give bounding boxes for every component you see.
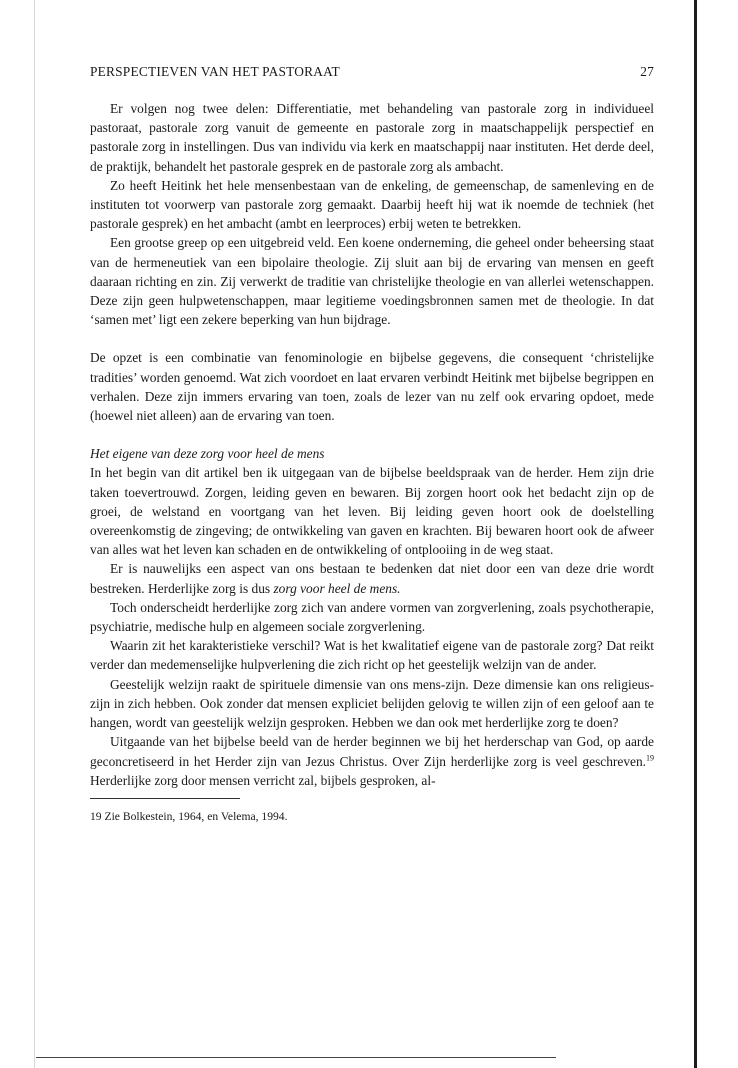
paragraph: Waarin zit het karakteristieke verschil? Wat is het kwalitatief eigene van de pastorale zorg? Dat reikt verder dan medemenselijke hulpverlening die zich richt op het geestelijk welzijn van de ander.: [90, 638, 654, 673]
paragraph-text: Uitgaande van het bijbelse beeld van de herder beginnen we bij het herderschap van God, op aarde geconcretiseerd in het Herder zijn van Jezus Christus. Over Zijn herderlijke zorg is veel geschreven.: [90, 734, 654, 769]
page-number: 27: [640, 64, 654, 79]
scan-right-edge: [694, 0, 697, 1068]
paragraph: Een grootse greep op een uitgebreid veld. Een koene onderneming, die geheel onder beheersing staat van de hermeneutiek van een bipolaire theologie. Zij sluit aan bij de ervaring van mensen en geeft daaraan richting en zin. Zij verwerkt de traditie van christelijke theologie en van allerlei wetenschappen. Deze zijn geen hulpwetenschappen, maar legitieme voedingsbronnen samen met de theologie. In dat ‘samen met’ ligt een zekere beperking van hun bijdrage.: [90, 235, 654, 328]
page-header: [90, 64, 654, 80]
paragraph-text-continued: Herderlijke zorg door mensen verricht zal, bijbels gesproken, al-: [90, 772, 436, 788]
footnote-divider: [90, 798, 240, 799]
emphasis-text: zorg voor heel de mens.: [273, 580, 401, 596]
document-page: [90, 64, 654, 825]
running-title: PERSPECTIEVEN VAN HET PASTORAAT: [90, 64, 340, 79]
scan-bottom-edge: [36, 1057, 556, 1058]
paragraph: Toch onderscheidt herderlijke zorg zich van andere vormen van zorgverlening, zoals psychotherapie, psychiatrie, medische hulp en algemeen sociale zorgverlening.: [90, 599, 654, 635]
paragraph: Geestelijk welzijn raakt de spirituele dimensie van ons mens-zijn. Deze dimensie kan ons religieus-zijn in zich hebben. Ook zonder dat mensen expliciet belijden gelovig te willen zijn of een geloof aan te hangen, wordt van geestelijk welzijn gesproken. Hebben we dan ook met herderlijke zorg te doen?: [90, 676, 654, 731]
paragraph-text: Er is nauwelijks een aspect van ons bestaan te bedenken dat niet door een van deze drie wordt bestreken. Herderlijke zorg is dus: [90, 561, 654, 596]
footnote: 19 Zie Bolkestein, 1964, en Velema, 1994.: [90, 809, 288, 823]
scan-left-edge: [34, 0, 35, 1068]
paragraph: [90, 732, 654, 790]
paragraph: Er volgen nog twee delen: Differentiatie, met behandeling van pastorale zorg in individueel pastoraat, pastorale zorg vanuit de gemeente en pastorale zorg in maatschappelijk perspectief en pastorale zorg in instellingen. Dus van individu via kerk en maatschappij naar instituten. Het derde deel, de praktijk, behandelt het pastorale gesprek en de pastorale zorg als ambacht.: [90, 101, 654, 174]
paragraph: In het begin van dit artikel ben ik uitgegaan van de bijbelse beeldspraak van de herder. Hem zijn drie taken toevertrouwd. Zorgen, leiding geven en bewaren. Bij zorgen hoort ook het bedacht zijn op de groei, de welstand en voortgang van het leven. Bij leiding geven hoort ook de doelstelling overeenkomstig de zingeving; de ontwikkeling van gaven en krachten. Bij bewaren hoort ook de afweer van alles wat het leven kan schaden en de ontwikkeling of ontplooiing in de weg staat.: [90, 465, 654, 558]
paragraph: Zo heeft Heitink het hele mensenbestaan van de enkeling, de gemeenschap, de samenleving en de instituten tot voorwerp van pastorale zorg gemaakt. Daarbij heeft hij wat ik noemde de techniek (het pastorale gesprek) en het ambacht (ambt en leerproces) erbij weten te betrekken.: [90, 177, 654, 232]
footnote-reference: 19: [646, 753, 654, 763]
body-text: [90, 99, 654, 790]
paragraph: De opzet is een combinatie van fenominologie en bijbelse gegevens, die consequent ‘christelijke tradities’ worden genoemd. Wat zich voordoet en laat ervaren verbindt Heitink met bijbelse begrippen en verhalen. Deze zijn immers ervaring van toen, zoals de lezer van nu zelf ook ervaring opdoet, mede (hoewel niet alleen) aan de ervaring van toen.: [90, 350, 654, 424]
paragraph: [90, 559, 654, 597]
section-subheading: Het eigene van deze zorg voor heel de mens: [90, 446, 325, 462]
